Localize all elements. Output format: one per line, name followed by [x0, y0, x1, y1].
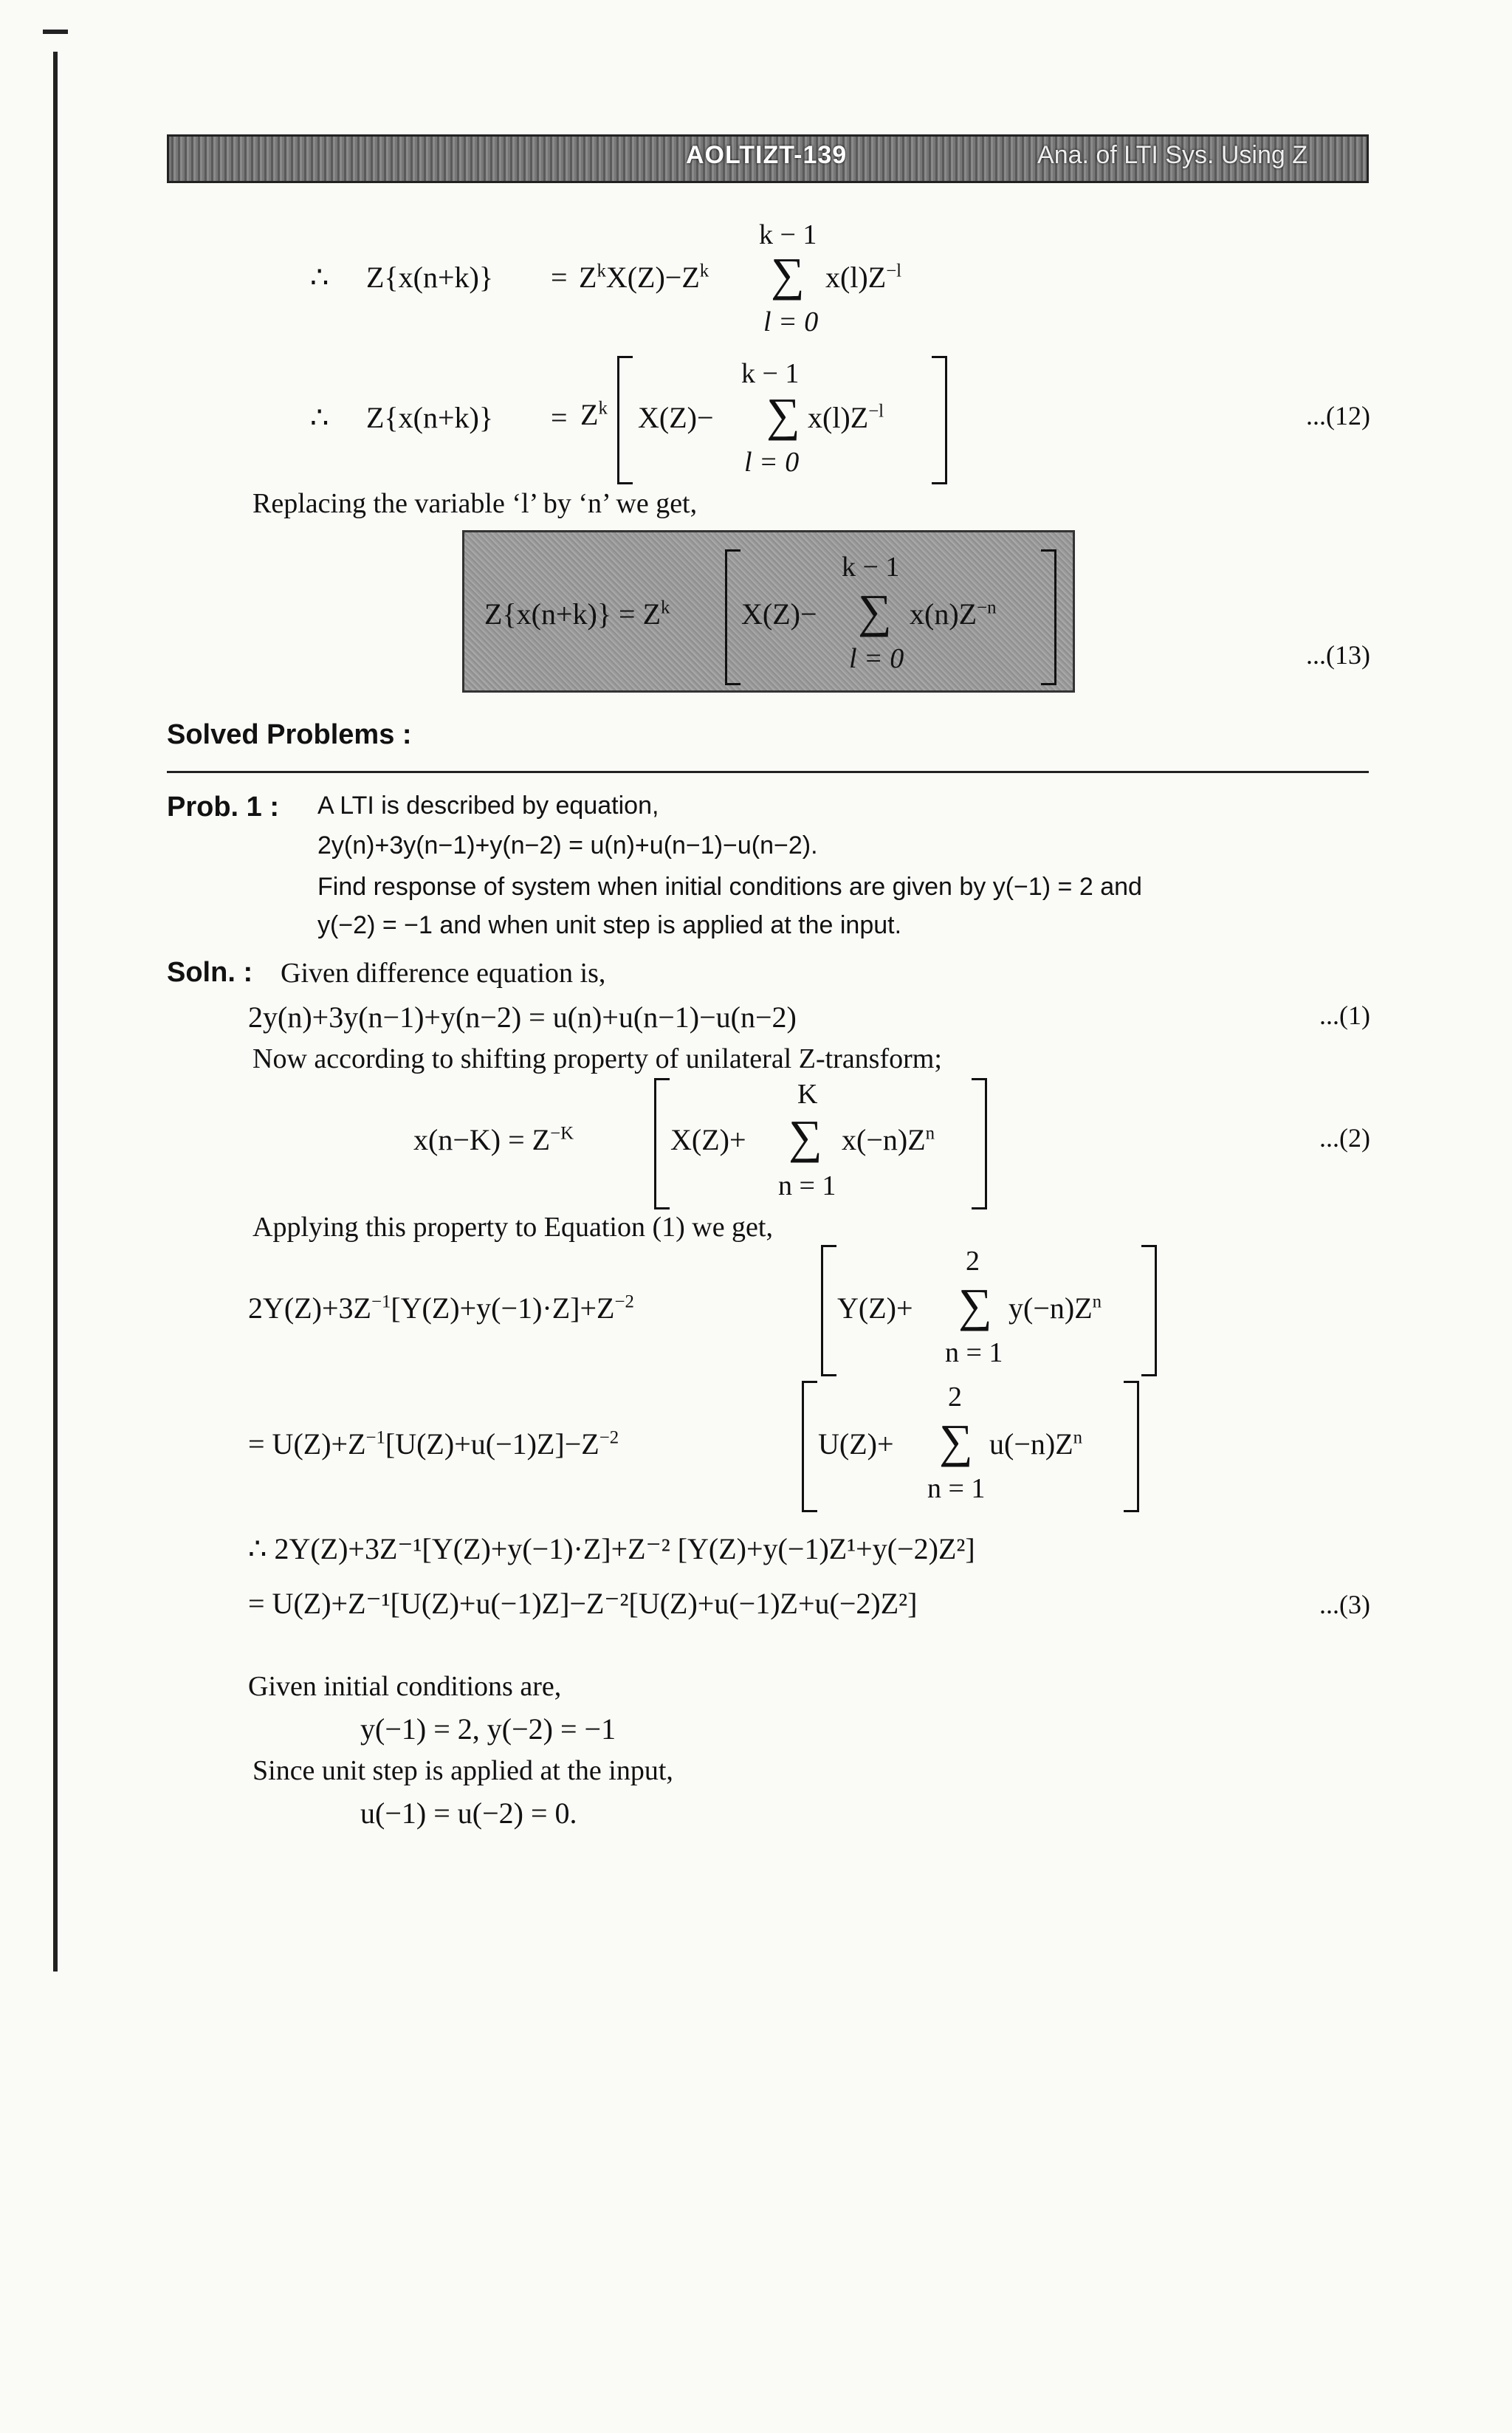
soln-line: Given difference equation is, [281, 958, 606, 989]
sum-term: y(−n)Z [1008, 1291, 1093, 1325]
header-chapter: Ana. of LTI Sys. Using Z [1037, 141, 1307, 169]
sum-top: 2 [948, 1382, 962, 1413]
section-divider [167, 771, 1369, 773]
eq-inner: Y(Z)+ [837, 1291, 913, 1325]
sum-top: k − 1 [842, 552, 900, 583]
sum-top: K [797, 1079, 818, 1110]
therefore-symbol: ∴ [310, 261, 329, 294]
eq-exp: −1 [365, 1427, 385, 1448]
sum-top: k − 1 [741, 358, 800, 389]
prob-line: y(−2) = −1 and when unit step is applied at the input. [317, 911, 902, 939]
eq-lhs: = U(Z)+Z [248, 1427, 366, 1461]
unit-step-values: u(−1) = u(−2) = 0. [360, 1797, 577, 1830]
sum-bottom: l = 0 [763, 306, 819, 337]
eq-exp: k [597, 261, 606, 281]
sum-bottom: l = 0 [744, 447, 800, 478]
prob-line: A LTI is described by equation, [317, 792, 659, 820]
sum-top: k − 1 [759, 219, 817, 250]
equation-3d: = U(Z)+Z⁻¹[U(Z)+u(−1)Z]−Z⁻²[U(Z)+u(−1)Z+u(−2)Z²] [248, 1587, 918, 1620]
soln-line: Applying this property to Equation (1) we get, [252, 1212, 773, 1243]
running-header [167, 134, 1369, 183]
soln-line: Since unit step is applied at the input, [252, 1755, 673, 1786]
sum-bottom: n = 1 [945, 1337, 1003, 1368]
sum-exp: n [1092, 1291, 1102, 1312]
sum-bottom: n = 1 [927, 1473, 986, 1504]
solved-problems-heading: Solved Problems : [167, 719, 412, 750]
sigma-symbol: ∑ [766, 388, 800, 441]
eq-inner: X(Z)− [741, 597, 817, 631]
equation-number: ...(13) [1306, 640, 1370, 670]
sum-term: u(−n)Z [989, 1427, 1073, 1461]
eq-lhs: Z{x(n+k)} [366, 261, 494, 294]
equation-1: 2y(n)+3y(n−1)+y(n−2) = u(n)+u(n−1)−u(n−2) [248, 1001, 797, 1034]
header-code: AOLTIZT-139 [686, 141, 848, 169]
soln-line: Now according to shifting property of unilateral Z-transform; [252, 1043, 942, 1074]
eq-exp: −2 [614, 1291, 634, 1312]
eq-equals: = [551, 401, 568, 434]
eq-mid: [U(Z)+u(−1)Z]−Z [385, 1427, 599, 1461]
page-binding-edge [43, 30, 69, 1972]
soln-line: Given initial conditions are, [248, 1671, 562, 1702]
initial-conditions: y(−1) = 2, y(−2) = −1 [360, 1712, 616, 1746]
equation-number: ...(3) [1319, 1590, 1370, 1619]
soln-label: Soln. : [167, 957, 253, 988]
eq-inner: X(Z)+ [670, 1123, 746, 1156]
eq-exp: k [699, 261, 709, 281]
sigma-symbol: ∑ [788, 1111, 822, 1163]
eq-lhs: x(n−K) = Z [413, 1123, 551, 1156]
sum-exp: −l [886, 261, 902, 281]
sigma-symbol: ∑ [771, 248, 805, 301]
sum-exp: n [1073, 1427, 1083, 1448]
sum-term: x(−n)Z [842, 1123, 926, 1156]
eq-exp: k [661, 597, 670, 618]
sum-bottom: l = 0 [849, 643, 904, 674]
eq-exp: k [598, 398, 608, 419]
sum-term: x(l)Z [808, 401, 869, 434]
prob-label: Prob. 1 : [167, 792, 280, 823]
eq-rhs: Z [579, 261, 597, 294]
sum-exp: −n [977, 597, 997, 618]
sigma-symbol: ∑ [958, 1279, 992, 1331]
equation-number: ...(2) [1319, 1123, 1370, 1153]
sum-exp: n [925, 1123, 935, 1144]
prob-line: Find response of system when initial conditions are given by y(−1) = 2 and [317, 873, 1142, 901]
eq-lhs: 2Y(Z)+3Z [248, 1291, 371, 1325]
equation-number: ...(1) [1319, 1001, 1370, 1030]
eq-exp: −1 [371, 1291, 391, 1312]
equation-number: ...(12) [1306, 401, 1370, 430]
eq-equals: = [551, 261, 568, 294]
sum-bottom: n = 1 [778, 1170, 836, 1201]
sum-term: x(n)Z [910, 597, 977, 631]
eq-exp: −K [550, 1123, 574, 1144]
sum-exp: −l [868, 401, 884, 422]
sigma-symbol: ∑ [858, 585, 892, 637]
eq-rhs: Z [580, 398, 599, 431]
prob-line: 2y(n)+3y(n−1)+y(n−2) = u(n)+u(n−1)−u(n−2). [317, 831, 818, 859]
sigma-symbol: ∑ [939, 1415, 973, 1467]
eq-rhs-mid: X(Z)−Z [605, 261, 700, 294]
eq-mid: [Y(Z)+y(−1)·Z]+Z [391, 1291, 615, 1325]
sum-top: 2 [966, 1246, 980, 1277]
eq-lhs: Z{x(n+k)} [366, 401, 494, 434]
eq-exp: −2 [599, 1427, 619, 1448]
sum-term: x(l)Z [825, 261, 887, 294]
eq-inner: U(Z)+ [818, 1427, 894, 1461]
eq-inner: X(Z)− [638, 401, 714, 434]
therefore-symbol: ∴ [310, 401, 329, 434]
replace-text: Replacing the variable ‘l’ by ‘n’ we get, [252, 488, 698, 519]
eq-lhs: Z{x(n+k)} = Z [484, 597, 662, 631]
equation-3c: ∴ 2Y(Z)+3Z⁻¹[Y(Z)+y(−1)·Z]+Z⁻² [Y(Z)+y(−1)Z¹+y(−2)Z²] [248, 1532, 975, 1565]
